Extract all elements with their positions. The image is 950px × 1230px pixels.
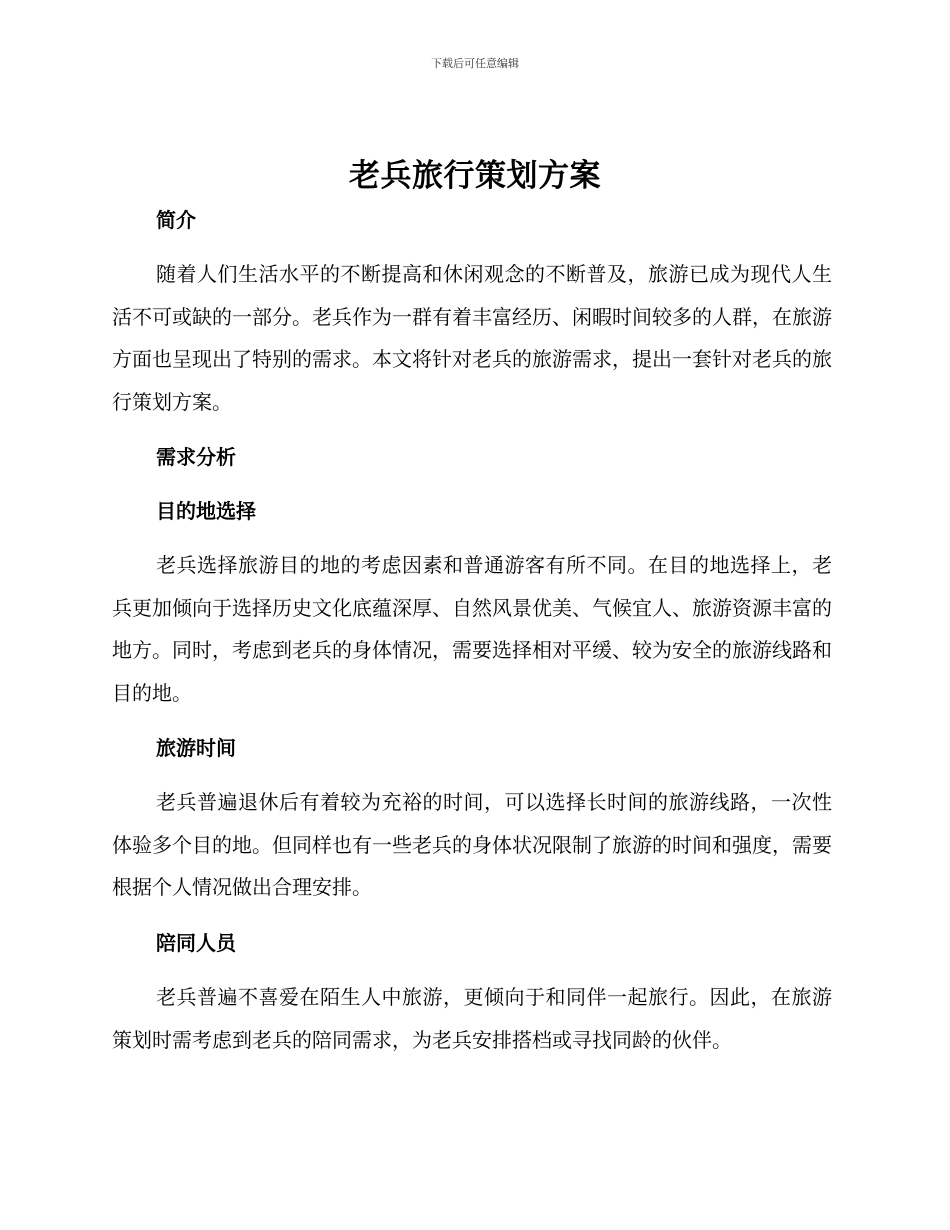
section-heading-needs-analysis: 需求分析 xyxy=(156,445,236,469)
section-heading-travel-time: 旅游时间 xyxy=(156,736,236,760)
page-header-note: 下载后可任意编辑 xyxy=(431,57,519,70)
section-heading-companions: 陪同人员 xyxy=(156,931,236,955)
section-paragraph-companions: 老兵普遍不喜爱在陌生人中旅游，更倾向于和同伴一起旅行。因此，在旅游策划时需考虑到老兵的陪同需求，为老兵安排搭档或寻找同龄的伙伴。 xyxy=(112,985,832,1052)
section-paragraph-destination: 老兵选择旅游目的地的考虑因素和普通游客有所不同。在目的地选择上，老兵更加倾向于选择历史文化底蕴深厚、自然风景优美、气候宜人、旅游资源丰富的地方。同时，考虑到老兵的身体情况，需要选择相对平缓、较为安全的旅游线路和目的地。 xyxy=(112,553,832,705)
section-heading-destination: 目的地选择 xyxy=(156,499,256,523)
section-paragraph-travel-time: 老兵普遍退休后有着较为充裕的时间，可以选择长时间的旅游线路，一次性体验多个目的地。但同样也有一些老兵的身体状况限制了旅游的时间和强度，需要根据个人情况做出合理安排。 xyxy=(112,790,832,899)
section-heading-intro: 简介 xyxy=(156,208,196,232)
document-title: 老兵旅行策划方案 xyxy=(349,158,601,194)
section-paragraph-intro: 随着人们生活水平的不断提高和休闲观念的不断普及，旅游已成为现代人生活不可或缺的一部分。老兵作为一群有着丰富经历、闲暇时间较多的人群，在旅游方面也呈现出了特别的需求。本文将针对老兵的旅游需求，提出一套针对老兵的旅行策划方案。 xyxy=(112,262,832,414)
